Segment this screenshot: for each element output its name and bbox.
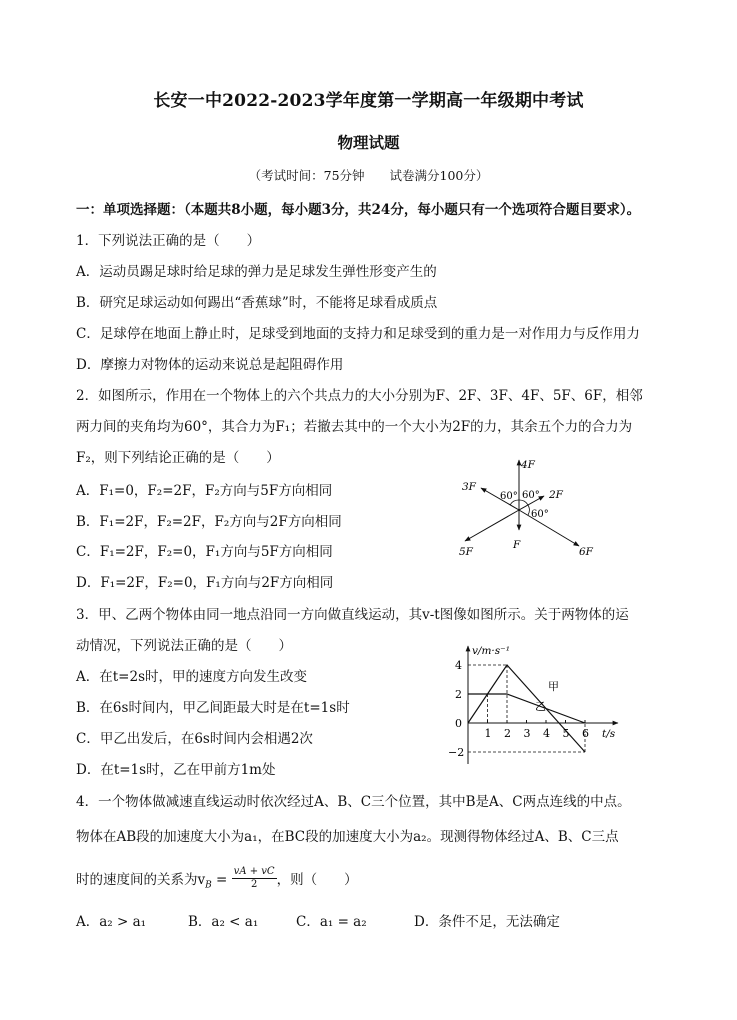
q2-option-c: C．F₁=2F，F₂=0，F₁方向与5F方向相同 <box>76 544 333 560</box>
label-2F: 2F <box>549 489 563 501</box>
q4-frac-denominator: 2 <box>250 879 258 890</box>
x-tick-label: 2 <box>504 727 511 740</box>
q4-frac-numerator: vA + vC <box>233 866 275 877</box>
angle-label-3: 60° <box>531 509 549 520</box>
q4-option-b: B．a₂ < a₁ <box>188 914 259 930</box>
q1-option-a: A．运动员踢足球时给足球的弹力是足球发生弹性形变产生的 <box>76 264 437 280</box>
q4-relation-prefix: 时的速度间的关系为v <box>76 872 206 888</box>
q4-stem-line2: 物体在AB段的加速度大小为a₁，在BC段的加速度大小为a₂。现测得物体经过A、B、C三点 <box>76 829 619 845</box>
series-line-yi <box>468 694 585 723</box>
q2-option-b: B．F₁=2F，F₂=2F，F₂方向与2F方向相同 <box>76 514 342 530</box>
exam-time-info: （考试时间：75分钟 试卷满分100分） <box>248 168 489 183</box>
q4-option-d: D．条件不足，无法确定 <box>414 914 560 930</box>
y-axis-label: v/m·s⁻¹ <box>472 645 510 657</box>
q4-option-a: A．a₂ > a₁ <box>76 914 147 930</box>
angle-label-1: 60° <box>500 491 518 502</box>
q3-option-a: A．在t=2s时，甲的速度方向发生改变 <box>76 669 308 685</box>
q2-stem-line3: F₂，则下列结论正确的是（ ） <box>76 450 280 466</box>
q4-equals: = <box>211 872 232 888</box>
q3-option-c: C．甲乙出发后，在6s时间内会相遇2次 <box>76 731 313 747</box>
q2-stem-line1: 2．如图所示，作用在一个物体上的六个共点力的大小分别为F、2F、3F、4F、5F、6F，相邻 <box>76 388 643 404</box>
q4-stem-line3 <box>76 868 358 893</box>
series-label-jia: 甲 <box>548 680 559 693</box>
label-4F: 4F <box>521 459 535 471</box>
label-F: F <box>513 539 521 551</box>
exam-title: 长安一中2022-2023学年度第一学期高一年级期中考试 <box>153 91 584 111</box>
q4-sub-b: B <box>205 880 212 891</box>
q4-relation-suffix: ，则（ ） <box>276 872 358 888</box>
q1-option-c: C．足球停在地面上静止时，足球受到地面的支持力和足球受到的重力是一对作用力与反作用力 <box>76 326 640 342</box>
x-tick-label: 4 <box>543 727 550 740</box>
q3-option-b: B．在6s时间内，甲乙间距最大时是在t=1s时 <box>76 700 350 716</box>
q3-stem-line1: 3．甲、乙两个物体由同一地点沿同一方向做直线运动，其v-t图像如图所示。关于两物体的运 <box>76 607 629 623</box>
x-tick-label: 5 <box>562 727 570 740</box>
label-6F: 6F <box>579 546 593 558</box>
force-5F-arrow <box>465 510 519 541</box>
q4-fraction <box>232 866 277 891</box>
angle-arc <box>510 500 529 515</box>
q4-option-c: C．a₁ = a₂ <box>296 914 367 930</box>
q2-stem-line2: 两力间的夹角均为60°，其合力为F₁；若撤去其中的一个大小为2F的力，其余五个力的合力为 <box>76 419 633 435</box>
y-tick-label: −2 <box>448 746 465 759</box>
q3-option-d: D．在t=1s时，乙在甲前方1m处 <box>76 762 276 778</box>
angle-label-2: 60° <box>522 490 540 501</box>
q2-option-d: D．F₁=2F，F₂=0，F₁方向与2F方向相同 <box>76 575 334 591</box>
q1-stem: 1．下列说法正确的是（ ） <box>76 233 261 249</box>
q4-stem-line1: 4．一个物体做减速直线运动时依次经过A、B、C三个位置，其中B是A、C两点连线的中点。 <box>76 794 631 810</box>
section-heading: 一：单项选择题：（本题共8小题，每小题3分，共24分，每小题只有一个选项符合题目要求）。 <box>76 202 641 218</box>
x-tick-label: 1 <box>484 727 492 740</box>
vt-chart <box>446 640 626 770</box>
q3-stem-line2: 动情况，下列说法正确的是（ ） <box>76 638 292 654</box>
series-label-yi: 乙 <box>535 700 546 713</box>
x-axis-label: t/s <box>602 728 616 740</box>
y-tick-label: 0 <box>455 717 462 730</box>
force-diagram <box>448 452 608 562</box>
label-3F: 3F <box>462 481 476 493</box>
label-5F: 5F <box>459 546 473 558</box>
x-tick-label: 3 <box>523 727 531 740</box>
q1-option-d: D．摩擦力对物体的运动来说总是起阻碍作用 <box>76 357 344 373</box>
force-6F-arrow <box>519 510 579 546</box>
exam-subject: 物理试题 <box>337 133 400 152</box>
q2-option-a: A．F₁=0，F₂=2F，F₂方向与5F方向相同 <box>76 483 333 499</box>
y-tick-label: 4 <box>455 659 462 672</box>
q1-option-b: B．研究足球运动如何踢出“香蕉球”时，不能将足球看成质点 <box>76 295 438 311</box>
x-tick-label: 6 <box>582 727 589 740</box>
y-tick-label: 2 <box>455 688 462 701</box>
